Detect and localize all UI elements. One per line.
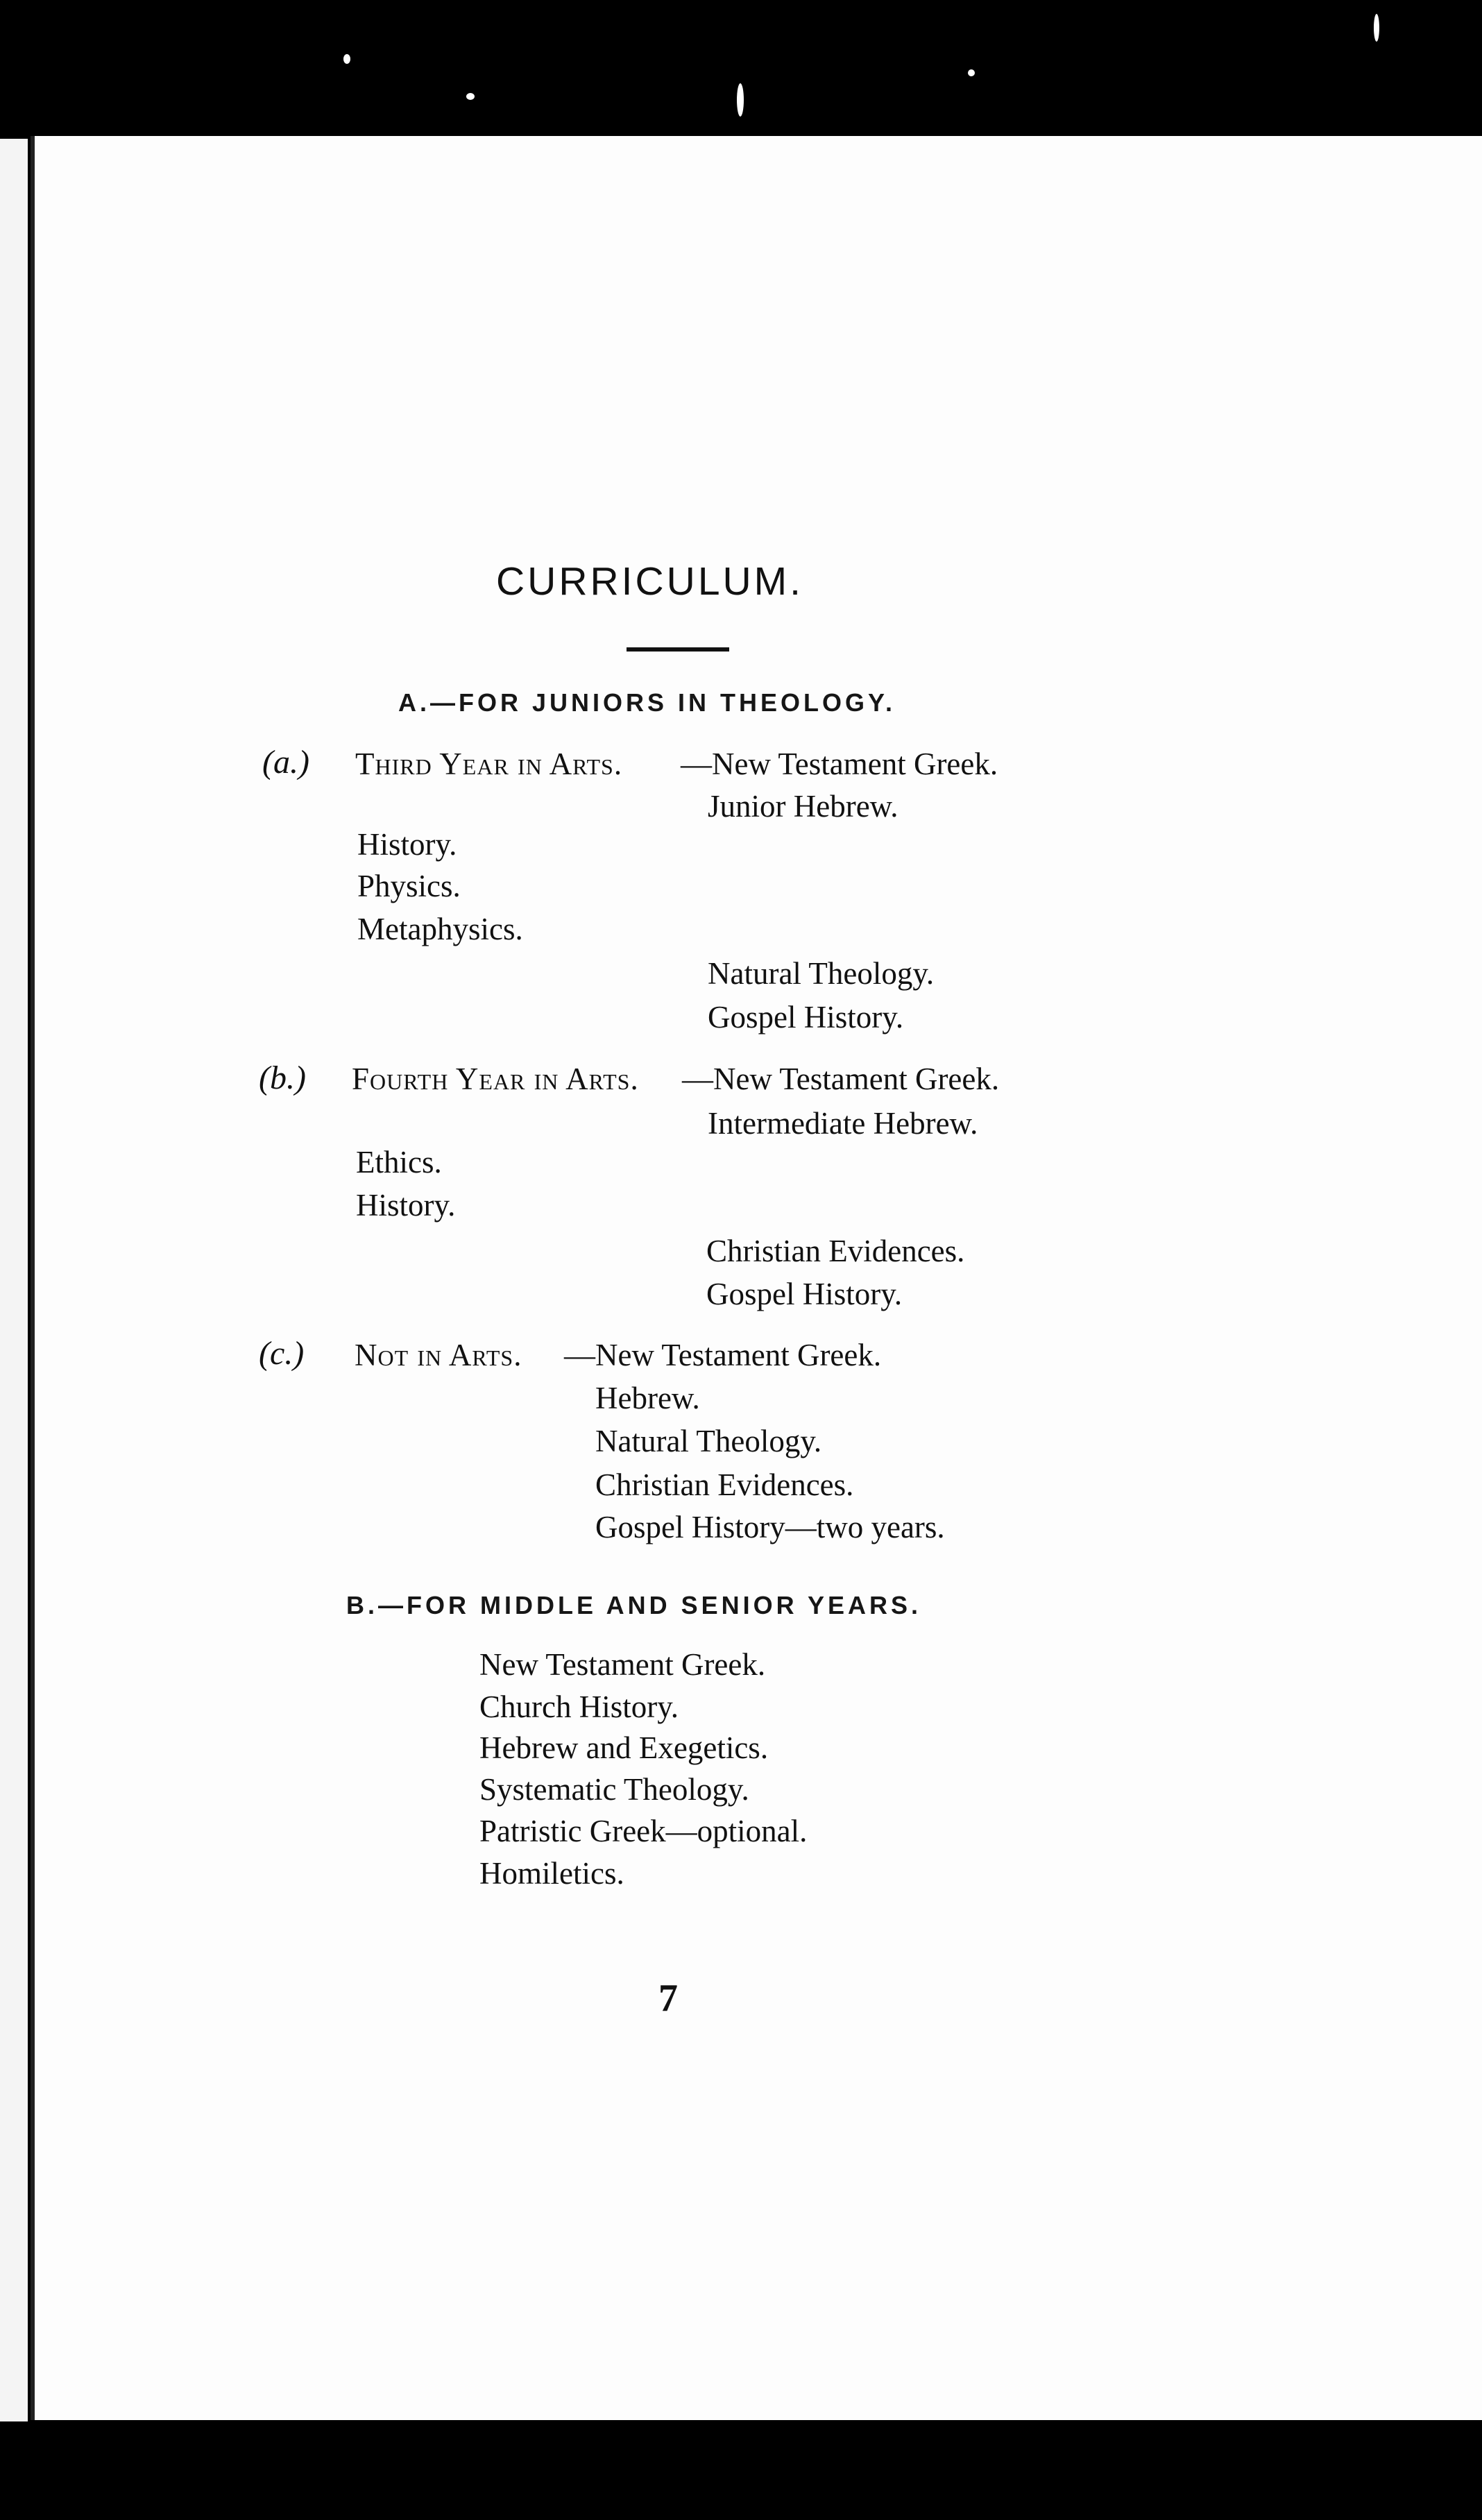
group-a-left-item: History. [357,827,457,862]
group-a-dash-item: Junior Hebrew. [708,789,898,824]
section-b-item: Patristic Greek—optional. [479,1814,808,1848]
group-a-dash-item: —New Testament Greek. [681,747,998,781]
group-c-dash-item: Christian Evidences. [595,1467,854,1502]
group-c-marker: (c.) [259,1335,305,1372]
page-number: 7 [658,1977,678,2020]
title-rule [627,647,729,652]
group-a-right-item: Natural Theology. [708,956,935,991]
section-b-item: New Testament Greek. [479,1647,766,1682]
section-b-heading: B.—FOR MIDDLE AND SENIOR YEARS. [346,1591,922,1619]
group-b-right-item: Christian Evidences. [706,1234,965,1268]
group-b-label: Fourth Year in Arts. [352,1062,639,1096]
group-c-dash-item: Hebrew. [595,1381,700,1415]
scan-speck [1374,14,1379,42]
section-b-item: Hebrew and Exegetics. [479,1730,769,1765]
group-a-left-item: Physics. [357,869,461,903]
group-a-label: Third Year in Arts. [355,747,623,781]
group-b-right-item: Gospel History. [706,1277,903,1311]
page-spine [0,139,28,2421]
section-b-item: Church History. [479,1689,679,1724]
group-b-left-item: Ethics. [356,1145,442,1180]
scan-speck [343,54,350,64]
section-b-item: Homiletics. [479,1856,624,1891]
group-b-marker: (b.) [259,1059,306,1096]
group-c-dash-item: Natural Theology. [595,1424,822,1458]
group-c-dash-item: Gospel History—two years. [595,1510,945,1544]
page-title: CURRICULUM. [496,559,803,604]
scan-speck [968,69,975,76]
group-a-left-item: Metaphysics. [357,912,523,946]
group-c-dash-item: —New Testament Greek. [564,1338,882,1372]
section-a-heading: A.—FOR JUNIORS IN THEOLOGY. [398,688,896,717]
group-b-dash-item: Intermediate Hebrew. [708,1106,978,1141]
group-a-marker: (a.) [262,744,309,781]
group-b-left-item: History. [356,1188,456,1223]
scan-speck [737,83,744,117]
group-a-right-item: Gospel History. [708,1000,904,1035]
section-b-item: Systematic Theology. [479,1772,749,1807]
group-b-dash-item: —New Testament Greek. [682,1062,1000,1096]
scan-speck [466,93,475,100]
group-c-label: Not in Arts. [355,1338,522,1372]
